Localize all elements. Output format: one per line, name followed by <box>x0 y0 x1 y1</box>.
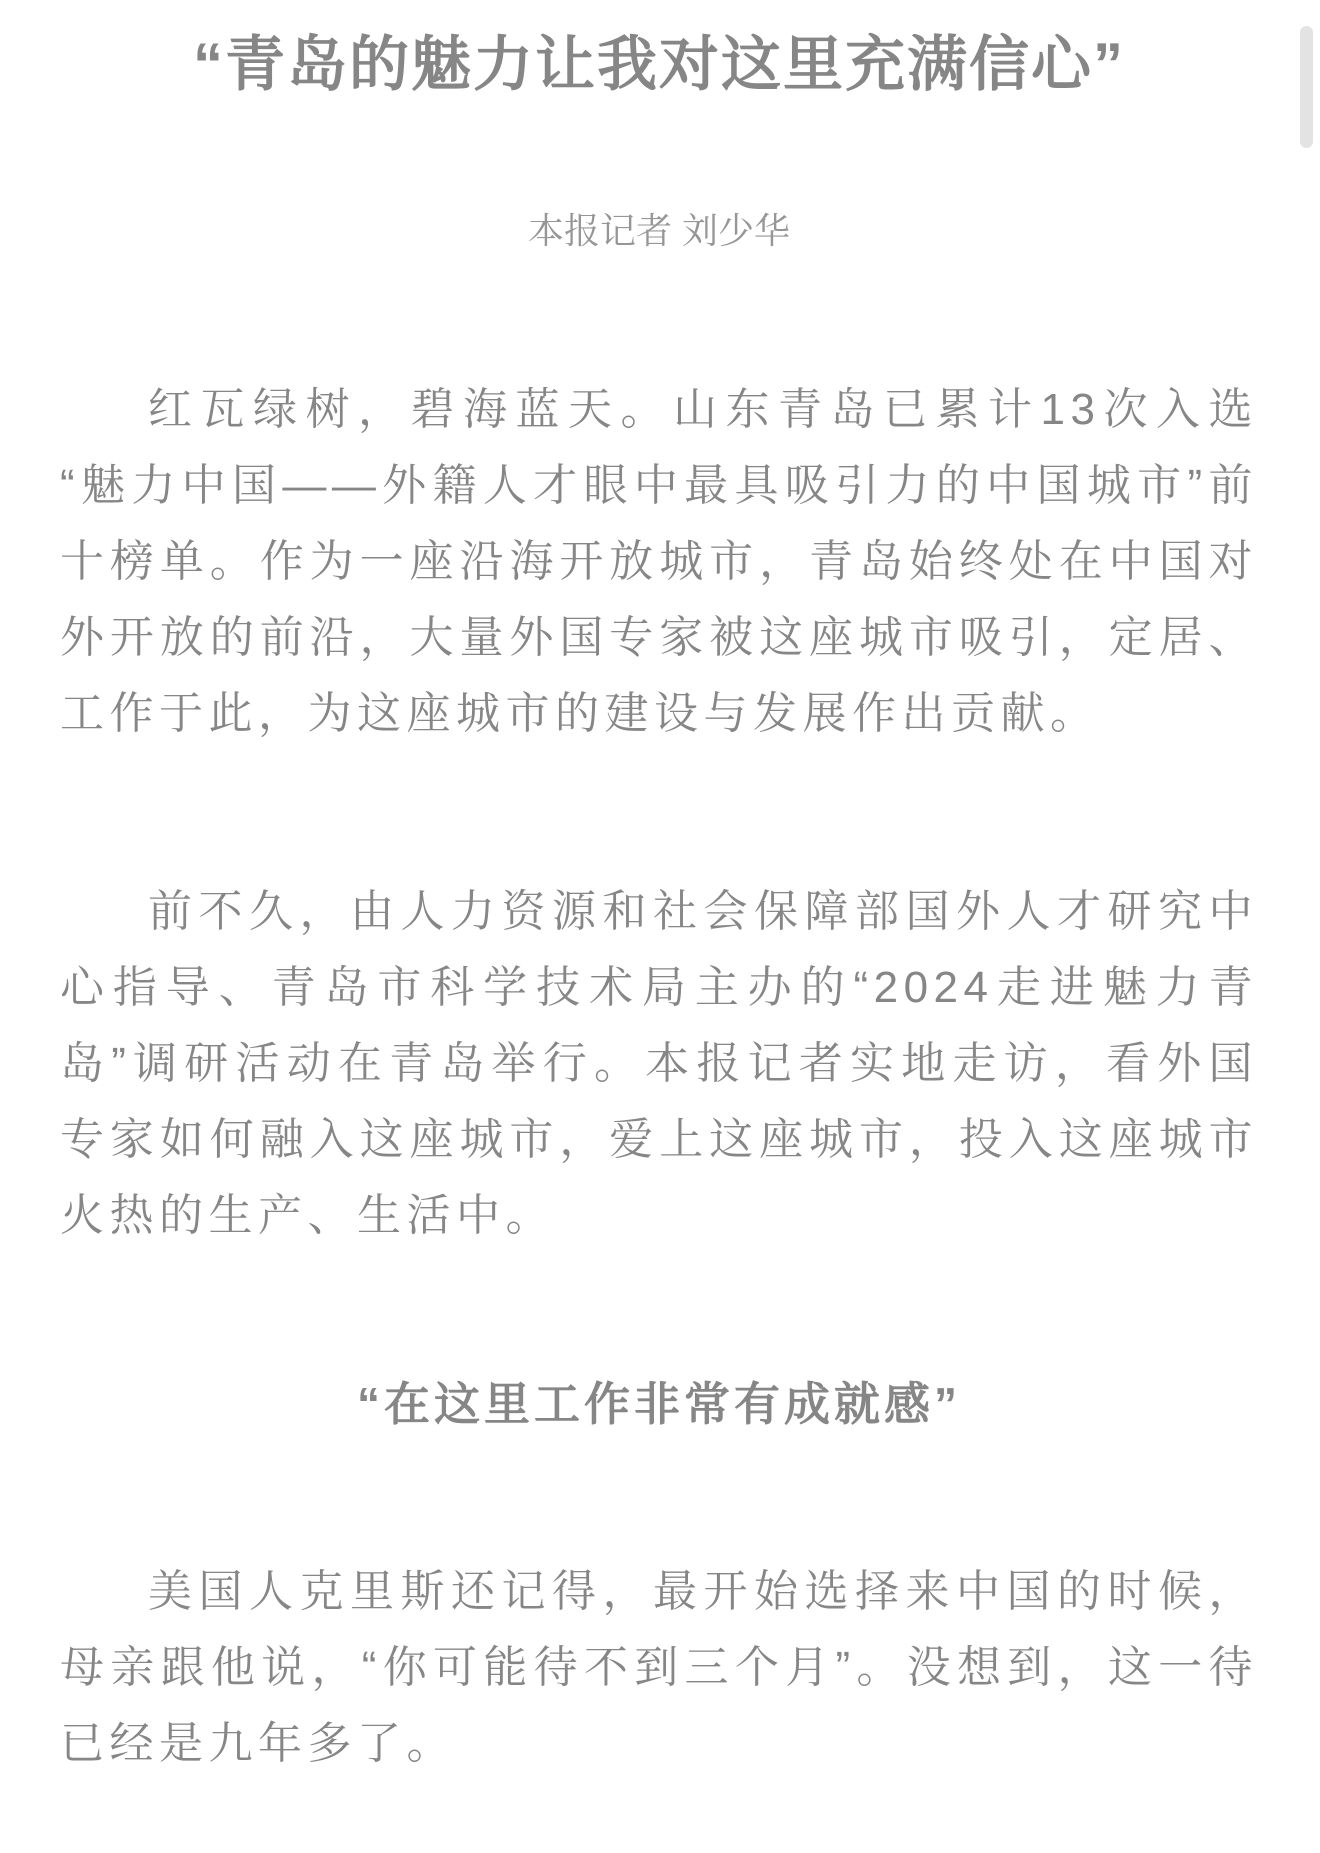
paragraph: 前不久，由人力资源和社会保障部国外人才研究中心指导、青岛市科学技术局主办的“2024走进魅力青岛”调研活动在青岛举行。本报记者实地走访，看外国专家如何融入这座城市，爱上这座城市，投入这座城市火热的生产、生活中。 <box>60 887 1258 1240</box>
article-byline: 本报记者 刘少华 <box>527 210 790 251</box>
article-title: “青岛的魅力让我对这里充满信心” <box>193 31 1125 98</box>
paragraph: 美国人克里斯还记得，最开始选择来中国的时候，母亲跟他说，“你可能待不到三个月”。没想到，这一待已经是九年多了。 <box>60 1567 1258 1768</box>
article-page <box>0 26 1320 1853</box>
paragraph: 红瓦绿树，碧海蓝天。山东青岛已累计13次入选“魅力中国——外籍人才眼中最具吸引力的中国城市”前十榜单。作为一座沿海开放城市，青岛始终处在中国对外开放的前沿，大量外国专家被这座城市吸引，定居、工作于此，为这座城市的建设与发展作出贡献。 <box>60 385 1258 738</box>
scrollbar-thumb[interactable] <box>1300 26 1313 148</box>
section-subheading: “在这里工作非常有成就感” <box>357 1378 961 1430</box>
